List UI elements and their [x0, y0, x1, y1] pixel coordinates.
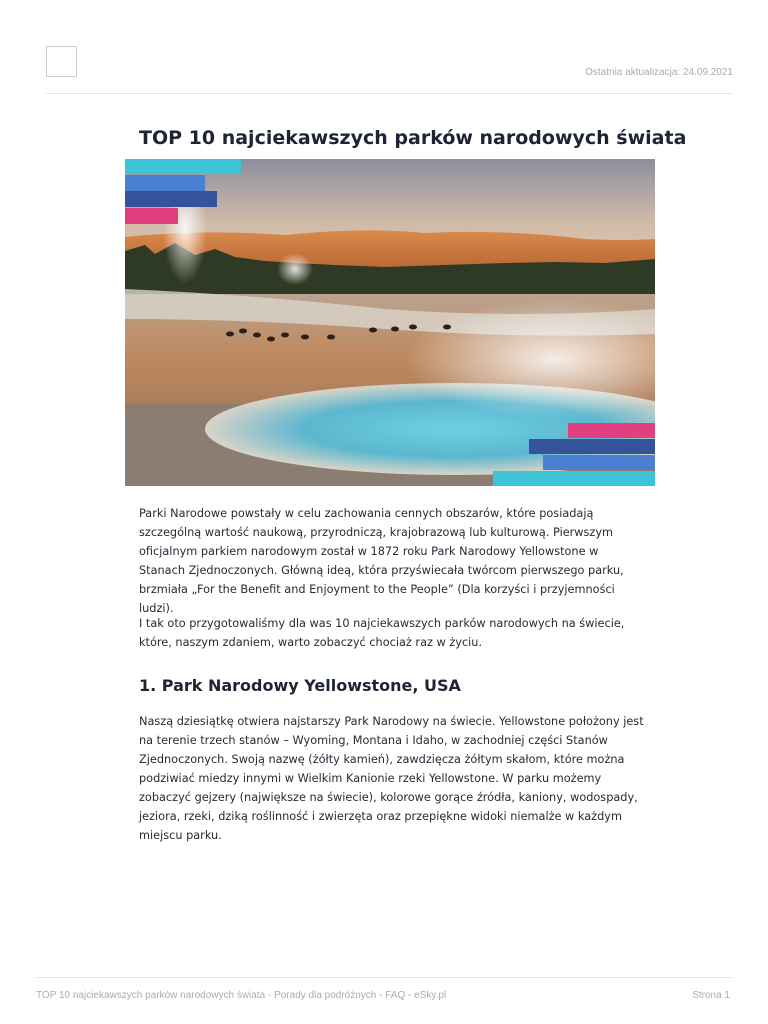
section-heading: 1. Park Narodowy Yellowstone, USA — [139, 676, 461, 695]
last-updated-text: Ostatnia aktualizacja: 24.09.2021 — [585, 67, 733, 78]
section-paragraph: Naszą dziesiątkę otwiera najstarszy Park Narodowy na świecie. Yellowstone położony jest na terenie trzech stanów – Wyoming, Montana i Idaho, w zachodniej części Stanów Zjednoczonych. Swoją nazwę (żółty kamień), zawdzięcza żółtym skałom, które można podziwiać miedzy innymi w Wielkim Kanionie rzeki Yellowstone. W parku możemy zobaczyć gejzery (największe na świecie), kolorowe gorące źródła, kaniony, wodospady, jeziora, rzeki, dziką roślinność i zwierzęta oraz przepiękne widoki niemalże w każdym miejscu parku. — [139, 715, 644, 842]
footer-divider — [36, 977, 732, 978]
accent-bar — [543, 455, 655, 470]
footer-document-title: TOP 10 najciekawszych parków narodowych świata - Porady dla podróżnych - FAQ - eSky.pl — [36, 990, 447, 1001]
accent-bar — [125, 191, 217, 207]
intro-paragraph: Parki Narodowe powstały w celu zachowania cennych obszarów, które posiadają szczególną wartość naukową, przyrodniczą, krajobrazową lub kulturową. Pierwszym oficjalnym parkiem narodowym został w 1872 roku Park Narodowy Yellowstone w Stanach Zjednoczonych. Główną ideą, która przyświecała twórcom pierwszego parku, brzmiała „For the Benefit and Enjoyment to the People” (Dla korzyści i przyjemności ludzi). — [139, 507, 624, 615]
accent-bar — [568, 423, 655, 438]
header-divider — [46, 93, 732, 94]
accent-bar — [125, 159, 241, 174]
accent-bar — [529, 439, 655, 454]
logo-placeholder — [46, 46, 77, 77]
accent-bar — [125, 208, 178, 224]
accent-bar — [125, 175, 205, 191]
hero-image-yellowstone — [125, 159, 655, 486]
article-title: TOP 10 najciekawszych parków narodowych świata — [139, 127, 687, 149]
page-number: Strona 1 — [692, 990, 730, 1001]
intro-paragraph: I tak oto przygotowaliśmy dla was 10 najciekawszych parków narodowych na świecie, które, naszym zdaniem, warto zobaczyć chociaż raz w życiu. — [139, 617, 625, 649]
accent-bar — [493, 471, 655, 486]
